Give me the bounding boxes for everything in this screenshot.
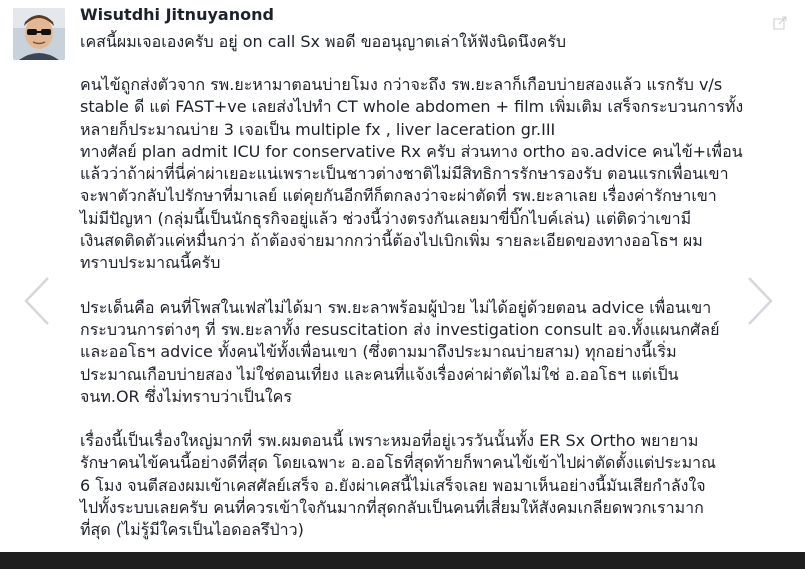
- post-paragraph: คนไข้ถูกส่งตัวจาก รพ.ยะหามาตอนบ่ายโมง กว่าจะถึง รพ.ยะลาก็เกือบบ่ายสองแล้ว แรกรับ v/s stable ดี แต่ FAST+ve เลยส่งไปทำ CT whole abdomen + film เพิ่มเติม เสร็จกระบวนการทั้ง หลายก็ประมาณบ่าย 3 เจอเป็น multiple fx , liver laceration gr.III ทางศัลย์ plan admit ICU for conservative Rx ครับ ส่วนทาง ortho อจ.advice คนไข้+เพื่อน แล้วว่าถ้าผ่าที่นี่ค่าผ่าเยอะแน่เพราะเป็นชาวต่างชาติไม่มีสิทธิการรักษารองรับ ตอนแรกเพื่อนเขา จะพาตัวกลับไปรักษาที่มาเลย์ แต่คุยกันอีกทีก็ตกลงว่าจะผ่าตัดที่ รพ.ยะลาเลย เรื่องค่ารักษาเขา ไม่มีปัญหา (กลุ่มนี้เป็นนักธุรกิจอยู่แล้ว ช่วงนี้ว่างตรงกันเลยมาขี่บิ๊กไบค์เล่น) แต่ติดว่าเขามี เงินสดติดตัวแค่หมื่นกว่า ถ้าต้องจ่ายมากกว่านี้ต้องไปเบิกเพิ่ม รายละเอียดของทางออโธฯ ผม ทราบประมาณนี้ครับ: [80, 75, 744, 273]
- expand-icon[interactable]: [773, 16, 787, 30]
- author-name[interactable]: Wisutdhi Jitnuyanond: [80, 5, 274, 24]
- avatar[interactable]: [13, 8, 65, 60]
- chevron-right-icon[interactable]: [745, 275, 775, 327]
- post-intro: เคสนี้ผมเจอเองครับ อยู่ on call Sx พอดี ขออนุญาตเล่าให้ฟังนิดนึงครับ: [80, 32, 567, 51]
- avatar-photo: [13, 8, 65, 60]
- post-body: [80, 74, 782, 542]
- bottom-toolbar: [0, 552, 805, 569]
- post-paragraph: เรื่องนี้เป็นเรื่องใหญ่มากที่ รพ.ผมตอนนี้ เพราะหมอที่อยู่เวรวันนั้นทั้ง ER Sx Ortho พยายาม รักษาคนไข้คนนี้อย่างดีที่สุด โดยเฉพาะ อ.ออโธที่สุดท้ายก็พาคนไข้เข้าไปผ่าตัดตั้งแต่ประมาณ 6 โมง จนตีสองผมเข้าเคสศัลย์เสร็จ อ.ยังผ่าเคสนี้ไม่เสร็จเลย พอมาเห็นอย่างนี้มันเสียกำลังใจ ไปทั้งระบบเลยครับ คนที่ควรเข้าใจกันมากที่สุดกลับเป็นคนที่เสี่ยมให้สังคมเกลียดพวกเรามาก ที่สุด (ไม่รู้มีใครเป็นไอดอลรึป่าว): [80, 431, 716, 540]
- chevron-left-icon[interactable]: [22, 275, 52, 327]
- post-paragraph: ประเด็นคือ คนที่โพสในเฟสไม่ได้มา รพ.ยะลาพร้อมผู้ป่วย ไม่ได้อยู่ด้วยตอน advice เพื่อนเขา กระบวนการต่างๆ ที่ รพ.ยะลาทั้ง resuscitation ส่ง investigation consult อจ.ทั้งแผนกศัลย์ และออโธฯ advice ทั้งคนไข้ทั้งเพื่อนเขา (ซึ่งตามมาถึงประมาณบ่ายสาม) ทุกอย่างนี้เริ่ม ประมาณเกือบบ่ายสอง ไม่ใช่ตอนเที่ยง และคนที่แจ้งเรื่องค่าผ่าตัดไม่ใช่ อ.ออโธฯ แต่เป็น จนท.OR ซึ่งไม่ทราบว่าเป็นใคร: [80, 297, 720, 406]
